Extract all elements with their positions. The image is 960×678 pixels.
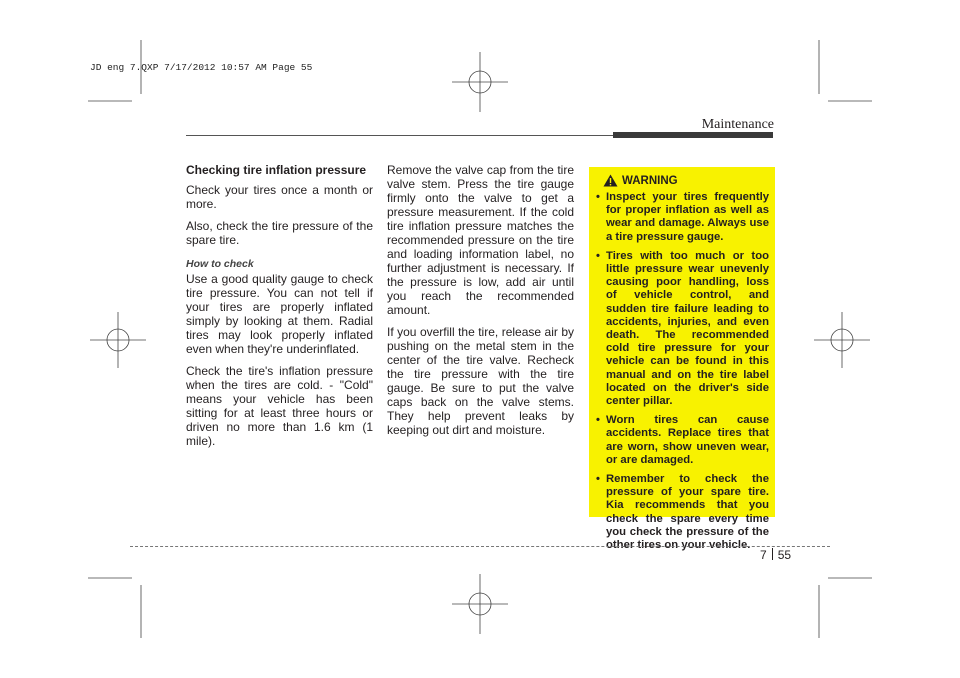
warning-box	[589, 167, 775, 552]
page-in-chapter: 55	[777, 548, 792, 562]
warning-item: • Tires with too much or too little pressure wear unevenly causing poor handling, loss of vehicle control, and sudden tire failure leading to accidents, injuries, and even death. The recommended cold tire pressure for your vehicle can be found in this manual and on the tire label located on the driver's side center pillar.	[595, 250, 769, 408]
text-column-2	[387, 163, 574, 445]
warning-item: • Inspect your tires frequently for proper inflation as well as wear and damage. Always use a tire pressure gauge.	[595, 191, 769, 244]
warning-item: • Worn tires can cause accidents. Replace tires that are worn, show uneven wear, or are damaged.	[595, 414, 769, 467]
section-title: Maintenance	[701, 117, 774, 132]
header-bar	[613, 132, 773, 138]
page-separator	[772, 548, 773, 560]
paragraph: Also, check the tire pressure of the spare tire.	[186, 219, 373, 247]
paragraph: Check your tires once a month or more.	[186, 183, 373, 211]
paragraph: Remove the valve cap from the tire valve stem. Press the tire gauge firmly onto the valve to get a pressure measurement. If the cold tire inflation pressure matches the recommended pressure on the tire and loading information label, no further adjustment is necessary. If the pressure is low, add air until you reach the recommended amount.	[387, 163, 574, 317]
footer-rule	[130, 546, 830, 547]
paragraph: Use a good quality gauge to check tire pressure. You can not tell if your tires are properly inflated simply by looking at them. Radial tires may look properly inflated even when they're underinflated.	[186, 272, 373, 356]
warning-list	[595, 191, 769, 552]
page-number	[760, 548, 791, 562]
chapter-number: 7	[760, 548, 767, 562]
print-slug: JD eng 7.QXP 7/17/2012 10:57 AM Page 55	[90, 62, 313, 73]
warning-title: WARNING	[622, 174, 678, 187]
warning-item: • Remember to check the pressure of your spare tire. Kia recommends that you check the spare every time you check the pressure of the other tires on your vehicle.	[595, 473, 769, 552]
paragraph: Check the tire's inflation pressure when the tires are cold. - "Cold" means your vehicle has been sitting for at least three hours or driven no more than 1.6 km (1 mile).	[186, 364, 373, 448]
subheading: How to check	[186, 258, 254, 270]
warning-header	[595, 174, 769, 187]
text-column-1	[186, 163, 373, 456]
section-heading: Checking tire inflation pressure	[186, 163, 367, 177]
paragraph: If you overfill the tire, release air by pushing on the metal stem in the center of the tire valve. Recheck the tire pressure with the tire gauge. Be sure to put the valve caps back on the valve stems. They help prevent leaks by keeping out dirt and moisture.	[387, 325, 574, 437]
warning-triangle-icon	[603, 174, 618, 187]
